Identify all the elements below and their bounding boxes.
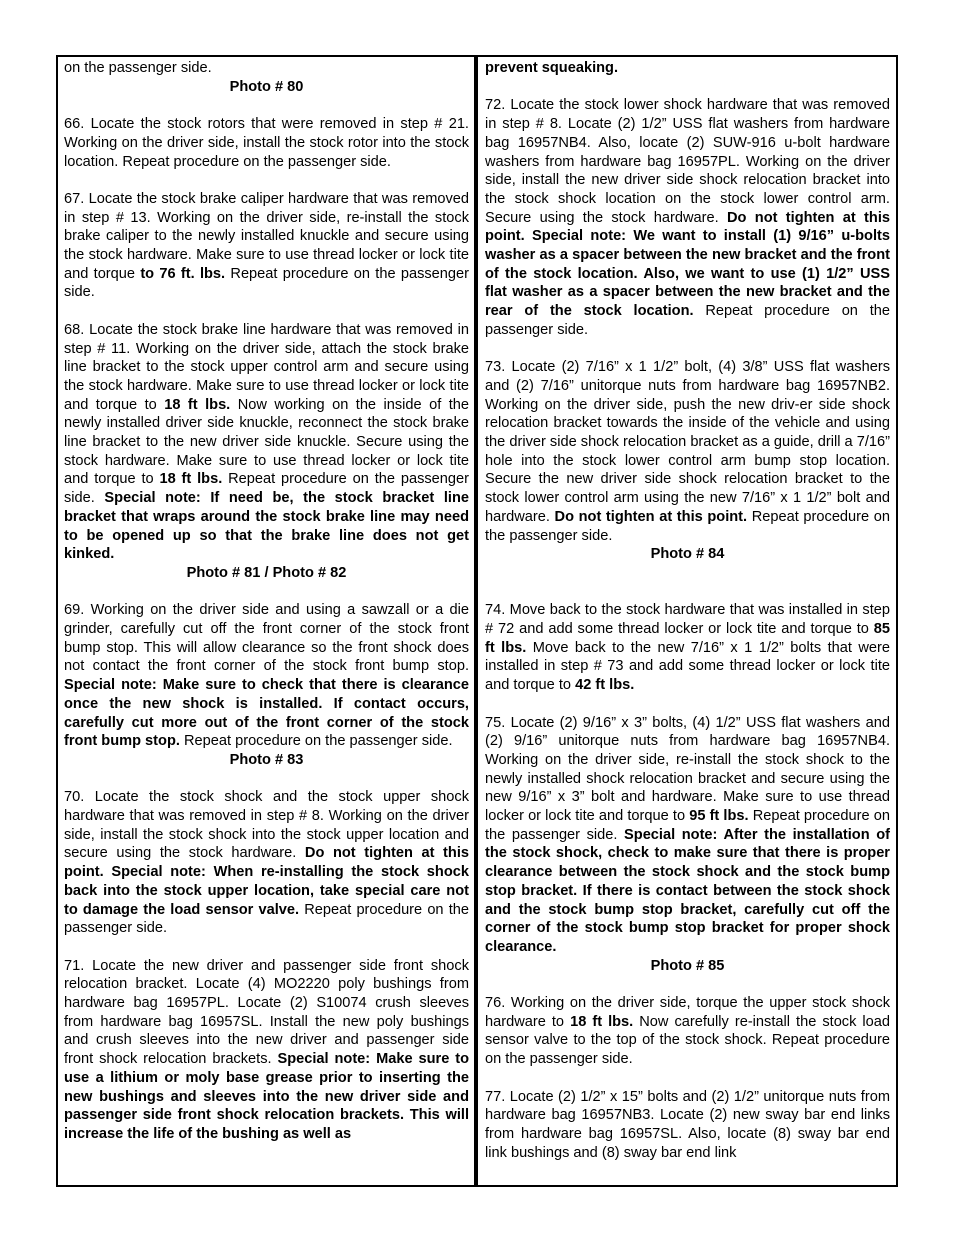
- text: 76. Working on the driver side, torque the upper stock shock hardware to: [485, 995, 890, 1030]
- photo-caption-80: Photo # 80: [229, 78, 304, 95]
- torque-value: 95 ft lbs.: [689, 808, 749, 825]
- torque-value: 85 ft lbs.: [485, 621, 890, 656]
- text: 71. Locate the new driver and passenger side front shock relocation bracket. Locate (4) MO2220 poly bushings from hardware bag 16957PL. Locate (2) S10074 crush sleeves from hardware bag 16957SL. Install the new poly bushings and crush sleeves into the new driver and passenger side front shock relocation brackets.: [64, 957, 469, 1068]
- text: 74. Move back to the stock hardware that was installed in step # 72 and add some thread locker or lock tite and torque to: [485, 602, 890, 638]
- special-note: Special note: Make sure to check that there is clearance once the new shock is installed. If contact occurs, carefully cut more out of the front corner of the stock front bump stop.: [64, 677, 469, 750]
- step-77: [485, 1088, 890, 1163]
- special-note: Special note: Make sure to use a lithium or moly base grease prior to inserting the new bushings and sleeves into the new driver side and passenger side front shock relocation brackets. This will increase the life of the bushing as well as: [64, 1051, 469, 1142]
- text: Repeat procedure on the passenger side.: [485, 303, 890, 338]
- torque-value: 18 ft lbs.: [159, 471, 223, 488]
- step-75: [485, 714, 890, 957]
- special-note: Special note: After the installation of the stock shock, check to make sure that there is proper clearance between the stock shock and the stock bump stop bracket. If there is contact between the stock shock and the stock bump stop bracket, carefully cut off the corner of the stock bump stop bracket for proper shock clearance.: [485, 826, 890, 955]
- text: Repeat procedure on the passenger side.: [64, 901, 469, 937]
- text: 73. Locate (2) 7/16” x 1 1/2” bolt, (4) 3/8” USS flat washers and (2) 7/16” unitorque nuts from hardware bag 16957NB2. Working on the driver side, push the new driv-er side shock relocation bracket towards the inside of the vehicle and using the driver side shock relocation bracket as a guide, drill a 7/16” hole into the stock lower control arm bump stop location. Secure the new driver side shock relocation bracket to the stock lower control arm using the new 7/16” x 1 1/2” bolt and hardware.: [485, 359, 890, 525]
- text: on the passenger side.: [64, 60, 212, 76]
- text: 72. Locate the stock lower shock hardware that was removed in step # 8. Locate (2) 1/2” USS flat washers from hardware bag 16957NB4. Also, locate (2) SUW-916 u-bolt hardware washers from hardware bag 16957PL. Working on the driver side, install the new driver side shock relocation bracket into the stock shock location on the stock lower control arm. Secure using the stock hardware.: [485, 97, 890, 226]
- step-74: [485, 601, 890, 695]
- step-73: [485, 358, 890, 545]
- special-note: Special note: If need be, the stock bracket line bracket that wraps around the stock brake line may need to be opened up so that the brake line does not get kinked.: [64, 490, 470, 563]
- photo-caption-81-82: Photo # 81 / Photo # 82: [186, 564, 347, 581]
- step-69: [64, 601, 469, 751]
- special-note: Do not tighten at this point. Special note: When re-installing the stock shock back into the stock upper location, take special care not to damage the load sensor valve.: [64, 845, 469, 918]
- special-note: Do not tighten at this point. Special note: We want to install (1) 9/16” u-bolts washer as a spacer between the new bracket and the front of the stock location. Also, we want to use (1) 1/2” USS flat washer as a spacer between the new bracket and the rear of the stock location.: [485, 209, 890, 320]
- text: Repeat procedure on the passenger side.: [485, 808, 891, 843]
- torque-value: 42 ft lbs.: [575, 677, 635, 694]
- text: 75. Locate (2) 9/16” x 3” bolts, (4) 1/2” USS flat washers and (2) 9/16” unitorque nuts from hardware bag 16957NB4. Working on the driver side, re-install the stock shock to the newly installed shock relocation bracket and secure using the new 9/16” x 3” bolt and hardware. Make sure to use thread locker or lock tite and torque to: [485, 714, 890, 825]
- photo-caption-83: Photo # 83: [229, 751, 304, 768]
- step-67: [64, 190, 469, 302]
- paragraph-continuation: [485, 59, 890, 78]
- step-66: [64, 115, 469, 171]
- step-72: [485, 96, 890, 339]
- torque-value: 18 ft lbs.: [570, 1013, 634, 1030]
- text: 67. Locate the stock brake caliper hardware that was removed in step # 13. Working on the driver side, re-install the stock brake caliper to the newly installed knuckle and secure using the stock hardware. Make sure to use thread locker or lock tite and torque: [64, 190, 469, 282]
- left-column: [64, 59, 469, 1144]
- text: Repeat procedure on the passenger side.: [179, 733, 453, 750]
- torque-value: to 76 ft. lbs.: [140, 265, 226, 282]
- text: 69. Working on the driver side and using a sawzall or a die grinder, carefully cut off the front corner of the stock front bump stop. This will allow clearance so the front shock does not contact the front corner of the stock front bump stop.: [64, 602, 469, 675]
- text: 66. Locate the stock rotors that were removed in step # 21. Working on the driver side, install the stock rotor into the stock location. Repeat procedure on the passenger side.: [64, 116, 469, 170]
- text: Repeat procedure on the passenger side.: [485, 508, 891, 544]
- photo-caption-85: Photo # 85: [650, 957, 725, 974]
- step-71: [64, 957, 469, 1144]
- step-70: [64, 788, 469, 938]
- text: 70. Locate the stock shock and the stock upper shock hardware that was removed in step # 8. Working on the driver side, install the stock shock into the stock upper location and secure using the stock hardware.: [64, 789, 469, 862]
- step-68: [64, 321, 469, 564]
- torque-value: 18 ft lbs.: [164, 396, 231, 413]
- text: Repeat procedure on the passenger side.: [64, 265, 469, 301]
- right-column: [485, 59, 890, 1162]
- text: Repeat procedure on the passenger side.: [64, 471, 469, 507]
- special-note: prevent squeaking.: [485, 60, 619, 76]
- special-note: Do not tighten at this point.: [554, 508, 748, 525]
- text: 77. Locate (2) 1/2” x 15” bolts and (2) 1/2” unitorque nuts from hardware bag 16957NB3. Locate (2) new sway bar end links from hardware bag 16957SL. Also, locate (8) sway bar end link bushings and (8) sway bar end link: [485, 1088, 890, 1161]
- text: Now carefully re-install the stock load sensor valve to the top of the stock shock. Repeat procedure on the passenger side.: [485, 1013, 891, 1068]
- photo-caption-84: Photo # 84: [650, 546, 725, 563]
- paragraph-continuation: [64, 59, 469, 78]
- text: 68. Locate the stock brake line hardware that was removed in step # 11. Working on the driver side, attach the stock brake line bracket to the stock upper control arm and secure using the stock hardware. Make sure to use thread locker or lock tite and torque to: [64, 321, 469, 413]
- step-76: [485, 994, 890, 1069]
- column-divider: [474, 55, 478, 1187]
- text: Now working on the inside of the newly installed driver side knuckle, reconnect the stock brake line bracket to the new driver side knuckle. Secure using the stock hardware. Make sure to use thread locker or lock tite and torque to: [64, 396, 469, 488]
- text: Move back to the new 7/16” x 1 1/2” bolts that were installed in step # 73 and add some thread locker or lock tite and torque to: [485, 639, 890, 694]
